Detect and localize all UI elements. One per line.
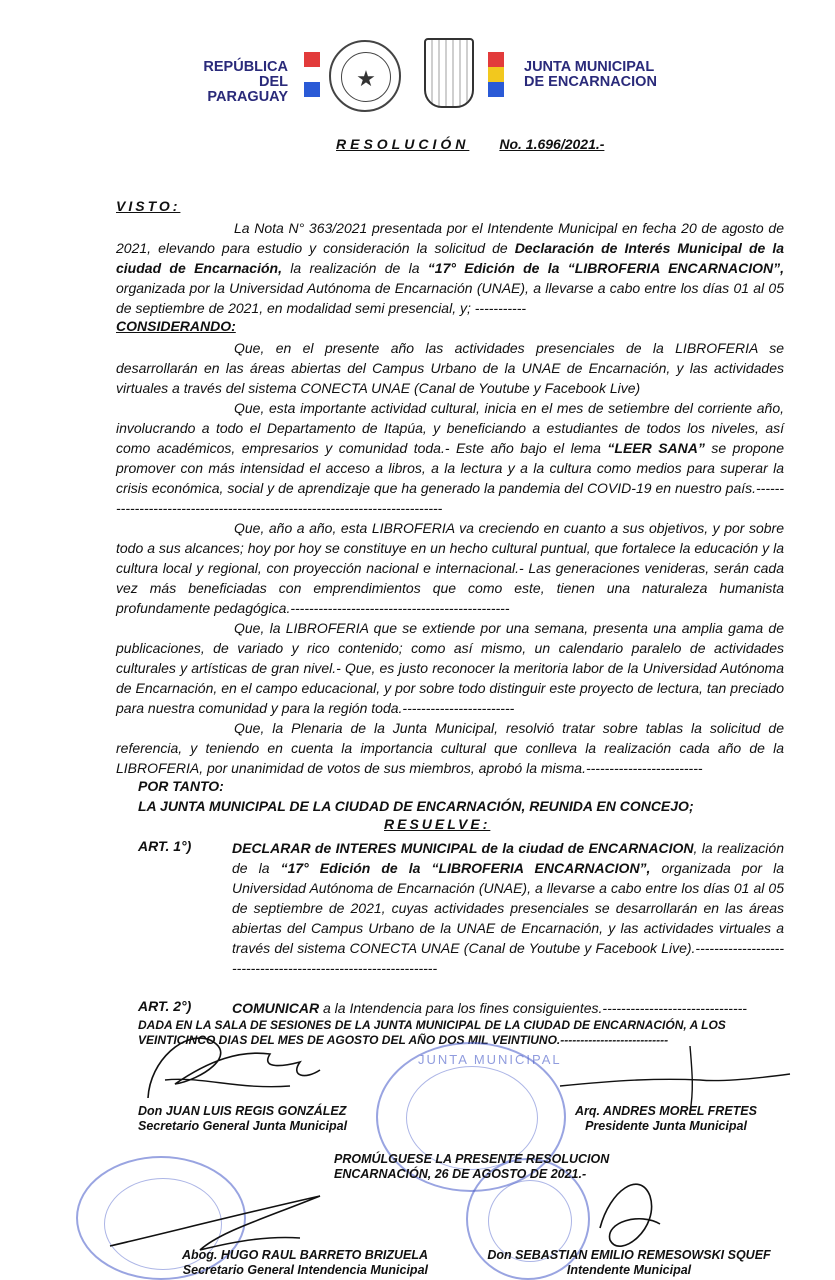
header-country-line1: REPÚBLICA DEL (203, 59, 288, 90)
art1-text-b: organizada por la Universidad Autónoma de Encarnación (UNAE), a llevarse a cabo entre los días 01 al 05 de septiembre de 2021, cuyas actividades presenciales se desarrollarán en las áreas abiertas del Campus Urbano de la UNAE de Encarnación, y las actividades virtuales a través del sistema CONECTA UNAE (Canal de Youtube y Facebook Live).--------------------------------------------------------------- (232, 860, 784, 976)
considerando-p5: Que, la Plenaria de la Junta Municipal, resolvió tratar sobre tablas la solicitud de referencia, y teniendo en cuenta la importancia cultural que conlleva la realización cada año de la LIBROFERIA, por unanimidad de votos de sus miembros, aprobó la misma.------------------------- (116, 720, 784, 776)
considerando-heading: CONSIDERANDO: (116, 318, 236, 334)
secretario-intendencia-name: Abog. HUGO RAUL BARRETO BRIZUELA (181, 1248, 428, 1262)
presidente-junta-title: Presidente Junta Municipal (585, 1119, 747, 1133)
resolution-number: No. 1.696/2021.- (499, 136, 605, 152)
visto-bold-1: Declaración de Interés Municipal de la ciudad de Encarnación, (116, 240, 784, 276)
resuelve-heading: RESUELVE: (384, 816, 491, 832)
secretario-intendencia-title: Secretario General Intendencia Municipal (182, 1263, 428, 1277)
intendente-title: Intendente Municipal (566, 1263, 692, 1277)
dada-en-la-sala: DADA EN LA SALA DE SESIONES DE LA JUNTA MUNICIPAL DE LA CIUDAD DE ENCARNACIÓN, A LOS VEINTICINCO DIAS DEL MES DE AGOSTO DEL AÑO DOS MIL VEINTIUNO.--------------------------- (138, 1018, 726, 1047)
considerando-p1: Que, en el presente año las actividades presenciales de la LIBROFERIA se desarrollarán en las áreas abiertas del Campus Urbano de la UNAE de Encarnación, y las actividades virtuales a través del sistema CONECTA UNAE (Canal de Youtube y Facebook Live) (116, 340, 784, 396)
secretario-intendencia-signature (138, 1248, 428, 1278)
art1-bold-b: “17° Edición de la “LIBROFERIA ENCARNACION”, (280, 860, 651, 876)
considerando-p2-a: Que, esta importante actividad cultural, inicia en el mes de setiembre del corriente año, involucrando a todo el Departamento de Itapúa, y beneficiando a estudiantes de todos los niveles, así como académicos, empresarios y comunidad toda.- Este año bajo el lema (116, 400, 784, 456)
art2-label: ART. 2°) (138, 998, 192, 1014)
considerando-p4: Que, la LIBROFERIA que se extiende por una semana, presenta una amplia gama de publicaciones, de variado y rico contenido; como así mismo, un calendario paralelo de actividades culturales y artísticas de gran nivel.- Que, es justo reconocer la meritoria labor de la Universidad Autónoma de Encarnación, en el campo educacional, y por sobre todo distinguir este proyecto de lectura, tan preciado para nuestra comunidad y para la región toda.------------------------ (116, 620, 784, 716)
visto-text-1: La Nota N° 363/2021 presentada por el Intendente Municipal en fecha 20 de agosto de 2021 (116, 220, 784, 256)
visto-bold-2: “17° Edición de la “LIBROFERIA ENCARNACION”, (427, 260, 784, 276)
visto-text-4: organizada por la Universidad Autónoma de Encarnación (UNAE), a llevarse a cabo entre los días 01 al 05 de septiembre de 2021, en modalidad semi presencial, y; ----------- (116, 280, 784, 316)
national-seal-icon: ★ (329, 40, 401, 112)
art1-bold-a: DECLARAR de INTERES MUNICIPAL de la ciudad de ENCARNACION (232, 840, 694, 856)
art2-rest: a la Intendencia para los fines consiguientes.------------------------------- (319, 1000, 747, 1016)
promulgacion-line2: ENCARNACIÓN, 26 DE AGOSTO DE 2021.- (334, 1167, 587, 1181)
secretario-junta-title: Secretario General Junta Municipal (138, 1119, 348, 1133)
art1-label: ART. 1°) (138, 838, 192, 854)
resolution-word: RESOLUCIÓN (336, 136, 470, 152)
presidente-junta-name: Arq. ANDRES MOREL FRETES (575, 1104, 757, 1118)
considerando-p3: Que, año a año, esta LIBROFERIA va creciendo en cuanto a sus objetivos, y por sobre todo a sus alcances; hoy por hoy se constituye en un hecho cultural puntual, que fortalece la educación y la cultura local y regional, con proyección nacional e internacional.- Las generaciones venideras, serán cada vez más beneficiadas con emprendimientos que como este, tienen una naturaleza humanista profundamente pedagógica.----------------------------------------------- (116, 520, 784, 616)
lema-leer-sana: “LEER SANA” (607, 440, 705, 456)
art1-text-a: , la realización de la (232, 840, 784, 876)
secretario-junta-signature (138, 1104, 347, 1134)
junta-stamp-text: JUNTA MUNICIPAL (418, 1052, 562, 1067)
promulgacion-line1: PROMÚLGUESE LA PRESENTE RESOLUCION (334, 1152, 610, 1166)
intendente-signature (474, 1248, 784, 1278)
header-country-line2: PARAGUAY (207, 89, 288, 105)
header-junta-line2: DE ENCARNACION (524, 74, 657, 90)
considerando-p2-c: se propone promover con más intensidad el acceso a libros, a la lectura y a la cultura como medios para superar la crisis económica, social y de aprendizaje que ha generado la pandemia del COVID-19 en nuestro país.---------------------------------------------------------------------------- (116, 440, 784, 516)
header-junta-line1: JUNTA MUNICIPAL (524, 59, 655, 75)
secretario-junta-name: Don JUAN LUIS REGIS GONZÁLEZ (138, 1104, 347, 1118)
visto-text-3: la realización de la (281, 260, 428, 276)
junta-reunida-line: LA JUNTA MUNICIPAL DE LA CIUDAD DE ENCARNACIÓN, REUNIDA EN CONCEJO; (138, 798, 694, 814)
art2-bold: COMUNICAR (232, 1000, 320, 1016)
visto-heading: VISTO: (116, 198, 181, 214)
intendente-name: Don SEBASTIAN EMILIO REMESOWSKI SQUEF (487, 1248, 771, 1262)
visto-text-2: , elevando para estudio y consideración la solicitud de (147, 240, 515, 256)
presidente-junta-signature (566, 1104, 766, 1134)
por-tanto: POR TANTO: (138, 778, 224, 794)
promulgacion (334, 1152, 609, 1182)
